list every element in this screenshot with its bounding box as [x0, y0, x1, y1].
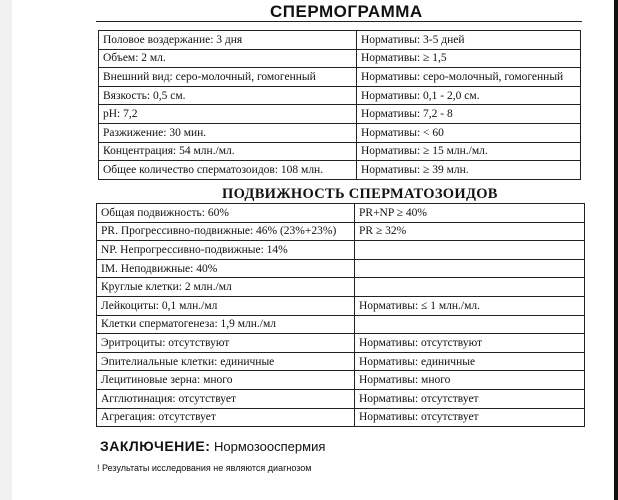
conclusion-value: Нормозооспермия	[213, 439, 326, 454]
table-row	[99, 105, 581, 124]
norm-cell: Нормативы: ≤ 1 млн./мл.	[355, 296, 585, 315]
norm-cell: PR+NP ≥ 40%	[355, 204, 585, 223]
motility-section-title: ПОДВИЖНОСТЬ СПЕРМАТОЗОИДОВ	[222, 186, 498, 202]
norm-cell: Нормативы: ≥ 15 млн./мл.	[357, 142, 581, 161]
motility-table	[96, 203, 585, 427]
param-cell: Вязкость: 0,5 см.	[99, 86, 357, 105]
param-cell: Агглютинация: отсутствует	[97, 389, 355, 408]
norm-cell: Нормативы: < 60	[357, 123, 581, 142]
scan-right-edge	[614, 0, 618, 500]
param-cell: Концентрация: 54 млн./мл.	[99, 142, 357, 161]
param-cell: Лейкоциты: 0,1 млн./мл	[97, 296, 355, 315]
norm-cell: Нормативы: много	[355, 371, 585, 390]
table-row	[99, 142, 581, 161]
param-cell: Внешний вид: серо-молочный, гомогенный	[99, 68, 357, 87]
table-row	[97, 259, 585, 278]
semen-parameters-table	[98, 30, 581, 180]
table-row	[99, 123, 581, 142]
table-row	[97, 296, 585, 315]
param-cell: Общее количество сперматозоидов: 108 млн.	[99, 161, 357, 180]
table-row	[99, 68, 581, 87]
table-row	[97, 222, 585, 241]
param-cell: IM. Неподвижные: 40%	[97, 259, 355, 278]
param-cell: PR. Прогрессивно-подвижные: 46% (23%+23%)	[97, 222, 355, 241]
norm-cell: Нормативы: ≥ 1,5	[357, 49, 581, 68]
param-cell: Круглые клетки: 2 млн./мл	[97, 278, 355, 297]
param-cell: Разжижение: 30 мин.	[99, 123, 357, 142]
norm-cell: Нормативы: отсутствует	[355, 389, 585, 408]
param-cell: Общая подвижность: 60%	[97, 204, 355, 223]
table-row	[97, 408, 585, 427]
norm-cell	[355, 315, 585, 334]
param-cell: Эритроциты: отсутствуют	[97, 334, 355, 353]
norm-cell: Нормативы: 3-5 дней	[357, 31, 581, 50]
table-row	[97, 315, 585, 334]
param-cell: Объем: 2 мл.	[99, 49, 357, 68]
table-row	[97, 204, 585, 223]
norm-cell: Нормативы: 0,1 - 2,0 см.	[357, 86, 581, 105]
param-cell: Половое воздержание: 3 дня	[99, 31, 357, 50]
norm-cell: Нормативы: серо-молочный, гомогенный	[357, 68, 581, 87]
table-row	[99, 49, 581, 68]
table-row	[97, 371, 585, 390]
scan-left-edge	[0, 0, 12, 500]
document-title: СПЕРМОГРАММА	[270, 2, 423, 21]
conclusion	[100, 438, 325, 454]
param-cell: Эпителиальные клетки: единичные	[97, 352, 355, 371]
norm-cell: PR ≥ 32%	[355, 222, 585, 241]
table-row	[97, 389, 585, 408]
table-row	[97, 334, 585, 353]
norm-cell	[355, 259, 585, 278]
param-cell: NP. Непрогрессивно-подвижные: 14%	[97, 241, 355, 260]
param-cell: Агрегация: отсутствует	[97, 408, 355, 427]
table-row	[97, 352, 585, 371]
conclusion-label: ЗАКЛЮЧЕНИЕ:	[100, 438, 211, 454]
table-row	[99, 161, 581, 180]
norm-cell: Нормативы: единичные	[355, 352, 585, 371]
norm-cell: Нормативы: отсутствует	[355, 408, 585, 427]
norm-cell	[355, 278, 585, 297]
norm-cell	[355, 241, 585, 260]
param-cell: pH: 7,2	[99, 105, 357, 124]
param-cell: Клетки сперматогенеза: 1,9 млн./мл	[97, 315, 355, 334]
table-row	[99, 31, 581, 50]
norm-cell: Нормативы: 7,2 - 8	[357, 105, 581, 124]
norm-cell: Нормативы: отсутствуют	[355, 334, 585, 353]
norm-cell: Нормативы: ≥ 39 млн.	[357, 161, 581, 180]
param-cell: Лецитиновые зерна: много	[97, 371, 355, 390]
title-underline	[96, 21, 582, 22]
disclaimer-note: ! Результаты исследования не являются диагнозом	[97, 463, 312, 473]
table-row	[99, 86, 581, 105]
table-row	[97, 241, 585, 260]
table-row	[97, 278, 585, 297]
